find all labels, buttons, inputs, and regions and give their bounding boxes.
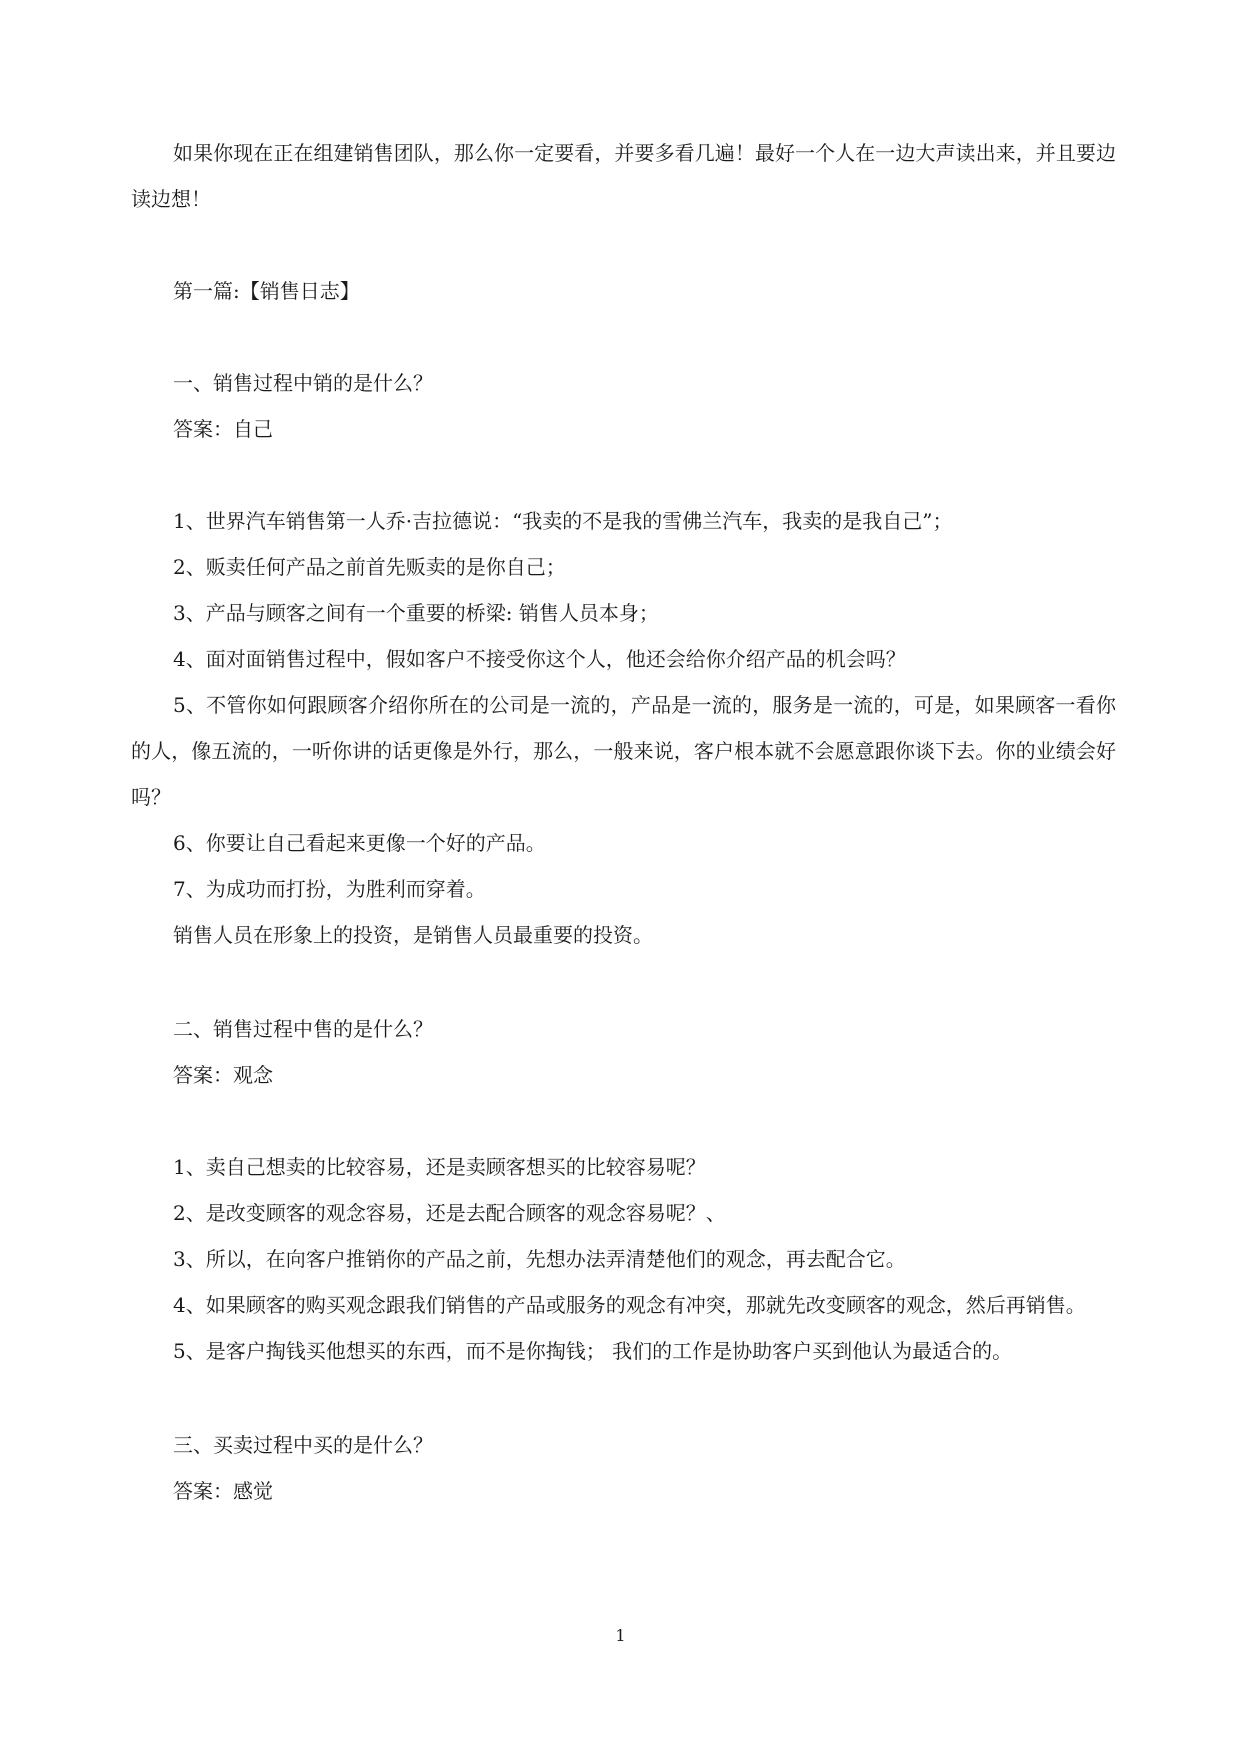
section-1-point-7: 7、为成功而打扮，为胜利而穿着。 [173, 877, 486, 901]
section-3-question: 三、买卖过程中买的是什么？ [173, 1433, 433, 1457]
section-1-point-5: 5、不管你如何跟顾客介绍你所在的公司是一流的，产品是一流的，服务是一流的，可是，如果顾客一看你的人，像五流的，一听你讲的话更像是外行，那么，一般来说，客户根本就不会愿意跟你谈下去。你的业绩会好吗？ [131, 693, 1116, 809]
section-1-point-2: 2、贩卖任何产品之前首先贩卖的是你自己； [173, 555, 566, 579]
document-page [131, 130, 1116, 1514]
section-1-answer: 答案：自己 [173, 417, 273, 441]
section-2-point-1: 1、卖自己想卖的比较容易，还是卖顾客想买的比较容易呢？ [173, 1155, 706, 1179]
section-2-point-3: 3、所以，在向客户推销你的产品之前，先想办法弄清楚他们的观念，再去配合它。 [173, 1247, 906, 1271]
section-1-point-1: 1、世界汽车销售第一人乔·吉拉德说：“我卖的不是我的雪佛兰汽车，我卖的是我自己”； [173, 509, 953, 533]
section-1-conclusion: 销售人员在形象上的投资，是销售人员最重要的投资。 [173, 923, 653, 947]
section-3-answer: 答案：感觉 [173, 1479, 273, 1503]
section-1-point-4: 4、面对面销售过程中，假如客户不接受你这个人，他还会给你介绍产品的机会吗？ [173, 647, 906, 671]
section-2-answer: 答案：观念 [173, 1063, 273, 1087]
section-1-point-3: 3、产品与顾客之间有一个重要的桥梁: 销售人员本身； [173, 601, 659, 625]
chapter-title: 第一篇:【销售日志】 [173, 279, 360, 303]
section-1-point-6: 6、你要让自己看起来更像一个好的产品。 [173, 831, 546, 855]
section-2-question: 二、销售过程中售的是什么？ [173, 1017, 433, 1041]
section-2-point-4: 4、如果顾客的购买观念跟我们销售的产品或服务的观念有冲突，那就先改变顾客的观念，然后再销售。 [173, 1293, 1086, 1317]
section-1-question: 一、销售过程中销的是什么？ [173, 371, 433, 395]
intro-paragraph: 如果你现在正在组建销售团队，那么你一定要看，并要多看几遍！最好一个人在一边大声读出来，并且要边读边想！ [131, 141, 1116, 211]
section-2-point-2: 2、是改变顾客的观念容易，还是去配合顾客的观念容易呢？、 [173, 1201, 726, 1225]
page-number: 1 [615, 1626, 626, 1645]
section-2-point-5: 5、是客户掏钱买他想买的东西，而不是你掏钱； 我们的工作是协助客户买到他认为最适合的。 [173, 1339, 1013, 1363]
